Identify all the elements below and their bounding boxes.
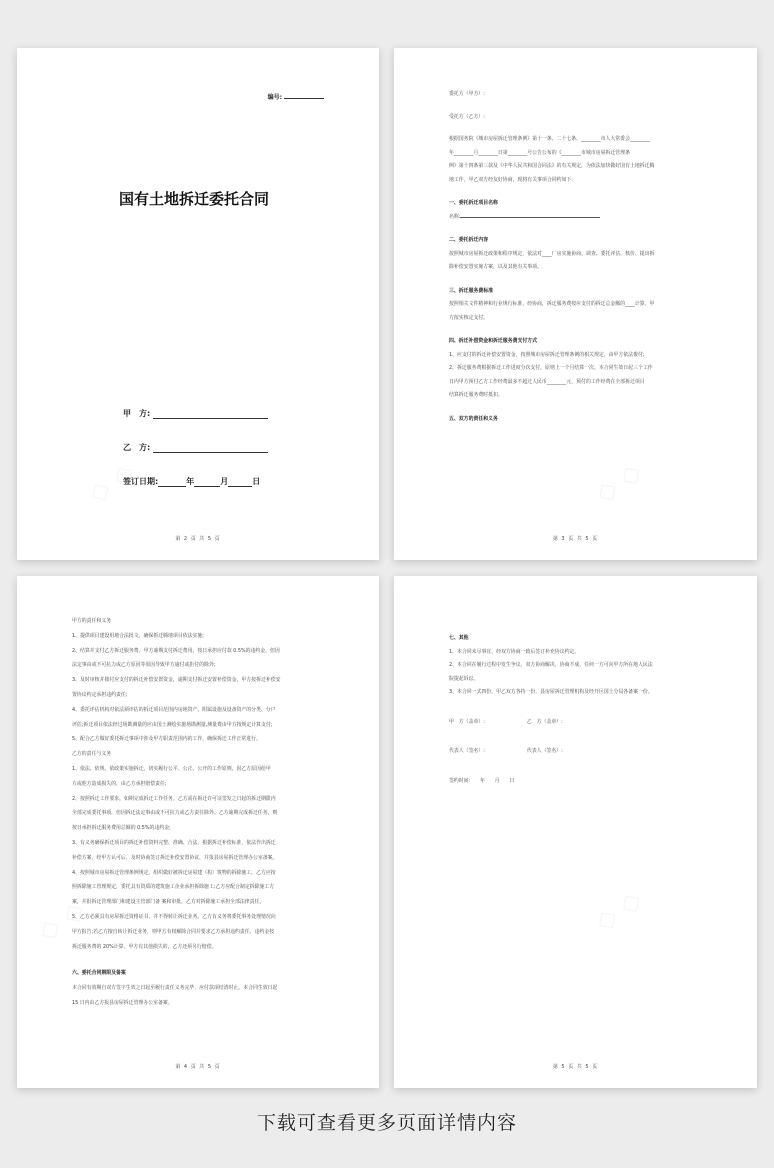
text-line: 照拆除施工管理规定，委托具有资质的建筑施工企业承担拆除施工;乙方应配合制定拆除施工方 xyxy=(72,884,275,891)
text-line: 1、依法、依规、依政策实施拆迁，切实履行公平、公正、公开的工作原则，因乙方原因给甲 xyxy=(72,765,271,772)
text-line: 乙方的责任与义务 xyxy=(72,751,112,758)
text-line: 拆迁服务费的 20%计算，甲方有其他损失的，乙方还须另行赔偿。 xyxy=(72,943,217,950)
section-text: 日内甲方预付乙方工作经费最多不超过人民币________元，预付的工作经费在全部拆迁项目 xyxy=(449,378,645,385)
party-a-rep-label: 代表人（签名）: xyxy=(449,748,485,754)
text-line: 本合同有效期自双方签字生效之日起至履行责任义务完毕，应付款项结清时止。本合同生效日起 xyxy=(72,985,278,992)
party-b-label: 乙 方: xyxy=(123,443,151,452)
contract-number-blank xyxy=(284,93,324,99)
text-line: 法定事由或不可抗力或乙方原因等原因导致甲方逾付或拒付的除外; xyxy=(72,662,216,669)
section-heading: 三、拆迁服务费标准 xyxy=(449,287,494,294)
page-footer: 第 5 页 共 5 页 xyxy=(552,1064,599,1070)
project-name-blank xyxy=(460,213,600,218)
party-b-field xyxy=(123,442,268,453)
text-line: 评估;拆迁项目依法经过场勘测量的应由国土测绘实施场勘测量,测量费由甲方按规定计算支付; xyxy=(72,721,273,728)
agent-line: 受托方（乙方）: xyxy=(449,113,485,120)
document-page-obligations xyxy=(17,576,379,1088)
text-line: 补偿方案，经甲方认可后，及时协商签订拆迁补偿安置协议，并报县房屋拆迁管理办公室备案。 xyxy=(72,854,278,861)
text-line: 5、乙方必须具有房屋拆迁资格证书，并不得转让拆迁业务。乙方有义务将委托事务处理情况向 xyxy=(72,913,276,920)
page-text xyxy=(72,614,324,1011)
text-line: 3、及时审核并拨付应支付的拆迁补偿安置资金，逾期支付拆迁安置补偿资金，甲方按拆迁补偿安 xyxy=(72,677,281,684)
text-line: 4、按照城市房屋拆迁管理条例规定，组织做好被拆迁房屋建（构）筑物的拆除施工，乙方应按 xyxy=(72,869,276,876)
representative-row xyxy=(449,745,702,759)
section-text: 按照相关文件精神和行业规行标准，经协商，拆迁服务费按应支付的拆迁总金额的____计算，甲 xyxy=(449,301,655,307)
section-heading: 四、拆迁补偿资金和拆迁服务费支付方式 xyxy=(449,338,538,344)
seal-row xyxy=(449,716,702,730)
download-caption: 下载可查看更多页面详情内容 xyxy=(256,1112,517,1134)
page-text xyxy=(449,632,702,788)
month-blank xyxy=(194,478,220,487)
text-line: 甲方的责任和义务 xyxy=(72,618,112,624)
watermark xyxy=(590,457,647,510)
month-label: 月 xyxy=(220,477,229,486)
contract-number-field xyxy=(268,92,324,101)
day-blank xyxy=(228,478,252,487)
preamble-line: 年________月________日第________号公告公布的《________市城市房屋拆迁管理条 xyxy=(449,149,630,156)
text-line: 2、按照拆迁工作要求，如期完成拆迁工作任务。乙方需在拆迁许可证签发之日起的拆迁期限内 xyxy=(72,795,276,802)
text-line: 5、配合乙方做好委托拆迁事项中涉及甲方职责范围内的工作，确保拆迁工作正常进行。 xyxy=(72,736,261,743)
page-footer: 第 3 页 共 5 页 xyxy=(552,536,599,542)
section-text: 按照城市房屋拆迁政策和程序规定，依法对____厂房实施协商、调查、委托评估、核价、提出拆 xyxy=(449,250,655,257)
text-line: 3、本合同一式四份，甲乙双方各持一份，县房屋拆迁管理机构及经开区国土分局各备案一份。 xyxy=(449,689,653,695)
preamble-line: 根据国务院《城市房屋拆迁管理条例》第十一条、二十七条、________市人大常委会________ xyxy=(449,136,650,142)
document-page-cover xyxy=(17,48,379,560)
document-page-terms xyxy=(394,48,757,560)
text-line: 按日承担拆迁服务费用总额的 0.5%的违约金; xyxy=(72,825,171,832)
year-blank xyxy=(158,478,186,487)
text-line: 15 日内由乙方报县房屋拆迁管理办公室备案。 xyxy=(72,999,173,1006)
watermark xyxy=(590,885,647,938)
preamble-line: 例》第十四条第三款及《中华人民共和国合同法》的有关规定，为依法加快做好国有土地拆迁腾 xyxy=(449,163,655,169)
text-line: 2、本合同在履行过程中发生争议，双方协商解决，协商不成，任何一方可向甲方所在地人民法 xyxy=(449,662,653,668)
text-line: 甲方报告;若乙方擅自转让拆迁业务，则甲方有权解除合同并要求乙方承担违约责任，违约金按 xyxy=(72,928,275,935)
text-line: 2、结算并支付乙方拆迁服务费。甲方逾期支付拆迁费用，按日承担应付款 0.5%的违约金。但因 xyxy=(72,647,280,654)
section-text: 方按实核定支付。 xyxy=(449,314,489,321)
party-b-rep-label: 代表人（签名）: xyxy=(526,748,563,754)
party-a-seal-label: 甲 方（盖章）: xyxy=(449,718,485,725)
signing-date: 签约时间: 年 月 日 xyxy=(449,777,515,784)
section-heading: 五、双方的责任和义务 xyxy=(449,415,498,422)
page-text xyxy=(449,88,702,426)
sign-date-field xyxy=(123,476,260,487)
party-b-blank xyxy=(153,444,268,453)
section-text: 除补偿安置实施方案，以及其他有关事项。 xyxy=(449,264,542,270)
party-a-blank xyxy=(153,410,268,419)
section-heading: 二、委托拆迁内容 xyxy=(449,237,489,243)
text-line: 4、委托评估机构对依法须评估的拆迁项目范围内房地资产、附属设施及设备资产的分类、分户 xyxy=(72,706,276,713)
document-page-signatures xyxy=(394,576,757,1088)
page-footer: 第 4 页 共 5 页 xyxy=(175,1064,221,1070)
text-line: 1、本合同未尽事宜，经双方协商一致后签订补充协议约定。 xyxy=(449,648,580,655)
text-line: 3、有义务确保拆迁项目的拆迁补偿资料完整、准确、合法，根据拆迁补偿标准，依法作出拆迁 xyxy=(72,839,276,846)
page-footer: 第 2 页 共 5 页 xyxy=(175,536,221,542)
text-line: 院提起诉讼。 xyxy=(449,675,479,682)
day-label: 日 xyxy=(252,477,261,486)
project-name-line xyxy=(449,211,702,225)
contract-number-label: 编号: xyxy=(267,94,282,101)
document-title: 国有土地拆迁委托合同 xyxy=(119,190,270,208)
section-text: 2、拆迁服务费根据拆迁工作进度分次支付，原则上一个月结算一次。本合同生效日起三个工作 xyxy=(449,365,653,371)
sign-date-label: 签订日期: xyxy=(123,477,159,486)
preamble-line: 地工作，甲乙双方经友好协商，现将有关事项合同约如下: xyxy=(449,176,573,183)
text-line: 方或他方造成损失的，由乙方承担赔偿责任; xyxy=(72,780,167,787)
party-a-label: 甲 方: xyxy=(123,409,151,418)
section-heading: 七、其他 xyxy=(449,635,469,641)
text-line: 1、提供项目建设用地合法批文，确保拆迁腾地项目依法实施; xyxy=(72,632,204,639)
section-heading: 六、委托合同期限及备案 xyxy=(72,970,126,977)
party-a-field xyxy=(123,408,268,419)
client-line: 委托方（甲方）: xyxy=(449,91,485,97)
text-line: 案，并报拆迁管理部门和建设主管部门备 案和审批，乙方对拆除施工承担全部法律责任。 xyxy=(72,899,265,906)
section-text: 1、应支付的拆迁补偿安置资金，按照城市房屋拆迁管理条例的相关规定，由甲方依法拨付; xyxy=(449,351,645,358)
project-name-label: 名称: xyxy=(449,213,461,220)
section-text: 结算拆迁服务费时抵扣。 xyxy=(449,392,503,398)
year-label: 年 xyxy=(186,477,195,486)
section-heading: 一、委托拆迁项目名称 xyxy=(449,200,498,206)
text-line: 全部完成委托事项，但因拆迁法定事由或不可抗力或乙方责任除外。乙方逾期完成拆迁任务，则 xyxy=(72,810,278,817)
text-line: 置协议约定承担违约责任; xyxy=(72,691,128,698)
party-b-seal-label: 乙 方（盖章）: xyxy=(526,718,563,725)
